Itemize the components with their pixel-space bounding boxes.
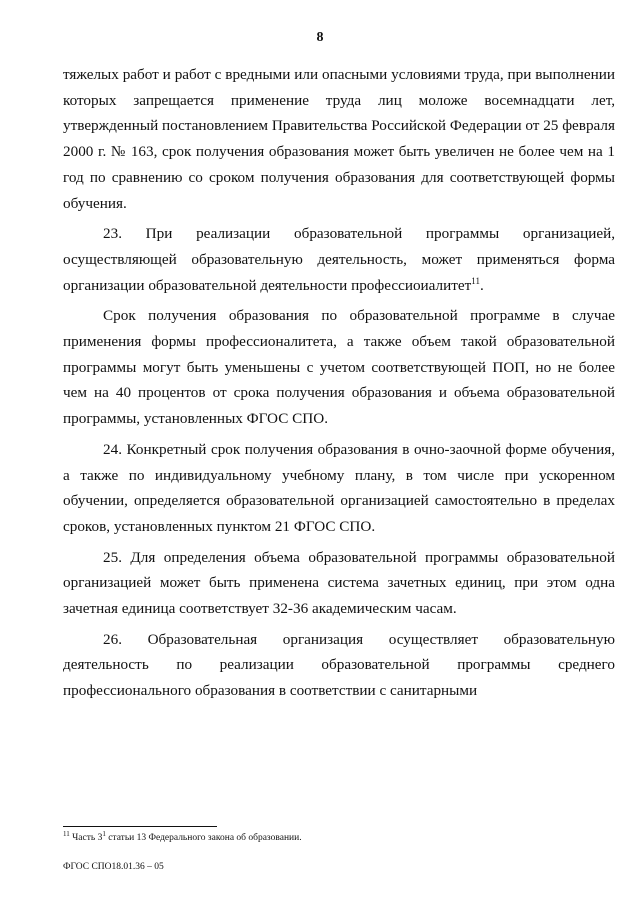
paragraph-item-25: 25. Для определения объема образовательной программы образовательной организацией может быть применена система зачетных единиц, при этом одна зачетная единица соответствует 32-36 академическим часам. xyxy=(63,548,615,618)
footnote-reference: 11 xyxy=(471,275,480,286)
paragraph-item-26: 26. Образовательная организация осуществляет образовательную деятельность по реализации образовательной программы среднего профессионального образования в соответствии с санитарными xyxy=(63,630,615,700)
page-number: 8 xyxy=(316,30,324,45)
paragraph-continuation: тяжелых работ и работ с вредными или опасными условиями труда, при выполнении которых запрещается применение труда лиц моложе восемнадцати лет, утвержденный постановлением Правительства Российской Федерации от 25 февраля 2000 г. № 163, срок получения образования может быть увеличен не более чем на 1 год по сравнению со сроком получения образования для соответствующей формы обучения. xyxy=(63,66,615,212)
paragraph-item-23 xyxy=(63,221,615,298)
document-code: ФГОС СПО18.01.36 – 05 xyxy=(63,862,164,872)
footnote xyxy=(63,829,615,845)
paragraph-item-24: 24. Конкретный срок получения образования в очно-заочной форме обучения, а также по индивидуальному учебному плану, в том числе при ускоренном обучении, определяется образовательной организацией самостоятельно в пределах сроков, установленных пунктом 21 ФГОС СПО. xyxy=(63,440,615,535)
document-body xyxy=(63,62,615,704)
paragraph-23-end: . xyxy=(479,276,484,294)
paragraph-23-text: 23. При реализации образовательной программы организацией, осуществляющей образовательную деятельность, может применяться форма организации образовательной деятельности профессиоиалитет xyxy=(63,225,615,294)
footnote-divider xyxy=(63,826,217,827)
footnote-text-end: статьи 13 Федерального закона об образовании. xyxy=(105,833,302,843)
footnote-superscript: 1 xyxy=(102,829,106,838)
footnote-text-start: Часть 3 xyxy=(72,833,103,843)
footnote-number: 11 xyxy=(63,829,70,838)
paragraph-duration: Срок получения образования по образовательной программе в случае применения формы профессионалитета, а также объем такой образовательной программы могут быть уменьшены с учетом соответствующей ПОП, но не более чем на 40 процентов от срока получения образования и объема образовательной программы, установленных ФГОС СПО. xyxy=(63,307,615,428)
